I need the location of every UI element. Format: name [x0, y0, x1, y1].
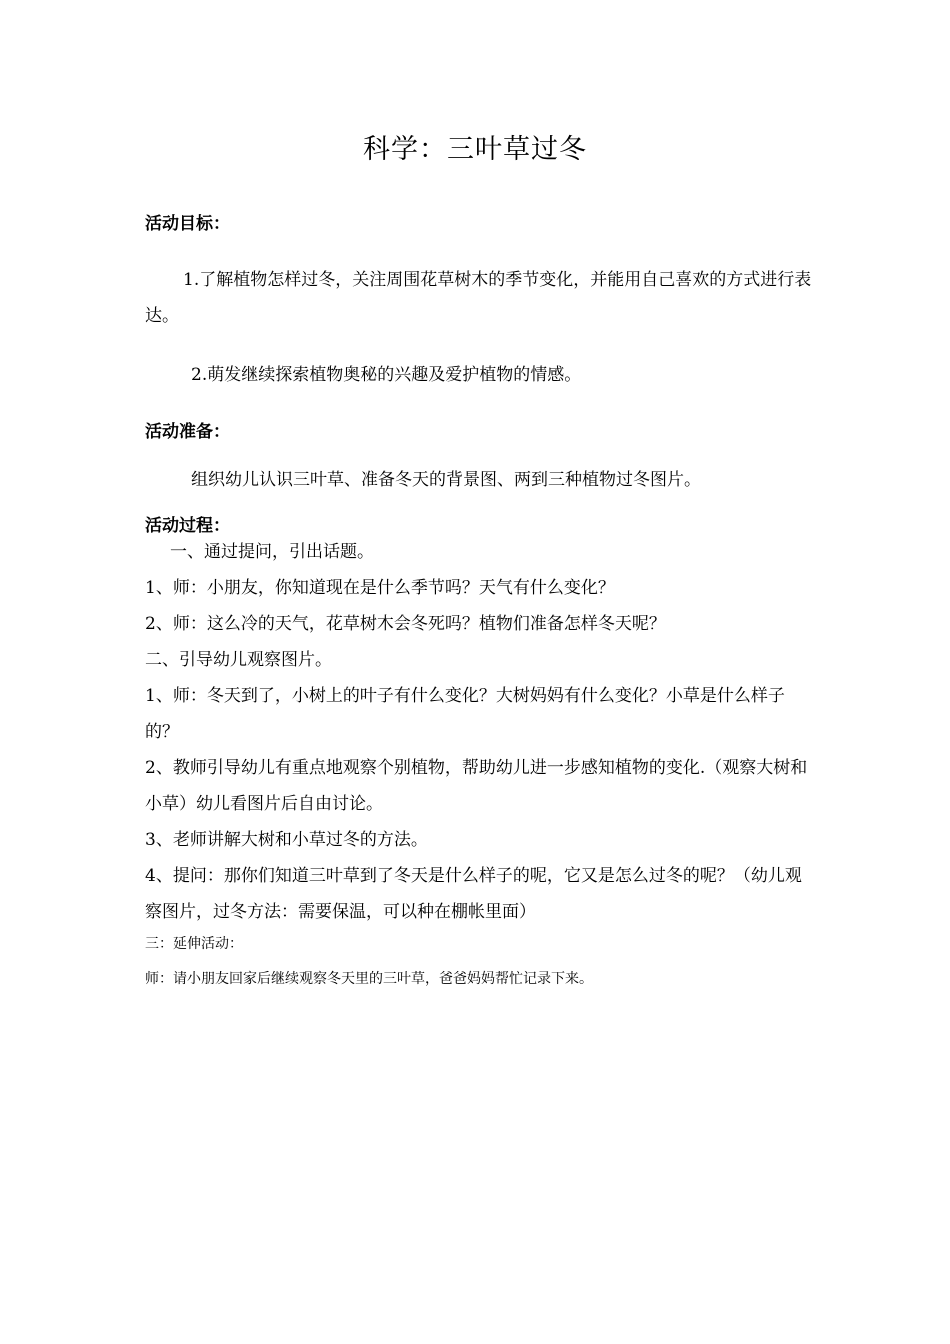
prep-heading: 活动准备：: [145, 422, 230, 442]
step-2-title: 二、引导幼儿观察图片。: [145, 650, 332, 670]
step-1-question-2: 2、师：这么冷的天气，花草树木会冬死吗？植物们准备怎样冬天呢？: [145, 614, 666, 634]
goal-1-paragraph: 1.了解植物怎样过冬，关注周围花草树木的季节变化，并能用自己喜欢的方式进行表达。: [145, 270, 812, 326]
step-1-title: 一、通过提问，引出话题。: [170, 542, 374, 562]
step-3-title: 三：延伸活动：: [145, 936, 243, 952]
step-2-question-1: 1、师：冬天到了，小树上的叶子有什么变化？大树妈妈有什么变化？小草是什么样子的？: [145, 686, 785, 742]
step-1-question-1: 1、师：小朋友，你知道现在是什么季节吗？天气有什么变化？: [145, 578, 615, 598]
page-title: 科学：三叶草过冬: [363, 134, 587, 165]
step-2-question-4: 4、提问：那你们知道三叶草到了冬天是什么样子的呢，它又是怎么过冬的呢？（幼儿观察图片，过冬方法：需要保温，可以种在棚帐里面）: [145, 866, 802, 922]
step-2-question-3: 3、老师讲解大树和小草过冬的方法。: [145, 830, 428, 850]
process-heading: 活动过程：: [145, 516, 230, 536]
step-2-question-2: 2、教师引导幼儿有重点地观察个别植物，帮助幼儿进一步感知植物的变化.（观察大树和小草）幼儿看图片后自由讨论。: [145, 758, 808, 814]
goals-heading: 活动目标：: [145, 214, 230, 234]
step-3-paragraph: 师：请小朋友回家后继续观察冬天里的三叶草，爸爸妈妈帮忙记录下来。: [145, 971, 593, 987]
goal-2-paragraph: 2.萌发继续探索植物奥秘的兴趣及爱护植物的情感。: [191, 365, 582, 385]
prep-paragraph: 组织幼儿认识三叶草、准备冬天的背景图、两到三种植物过冬图片。: [191, 470, 701, 490]
